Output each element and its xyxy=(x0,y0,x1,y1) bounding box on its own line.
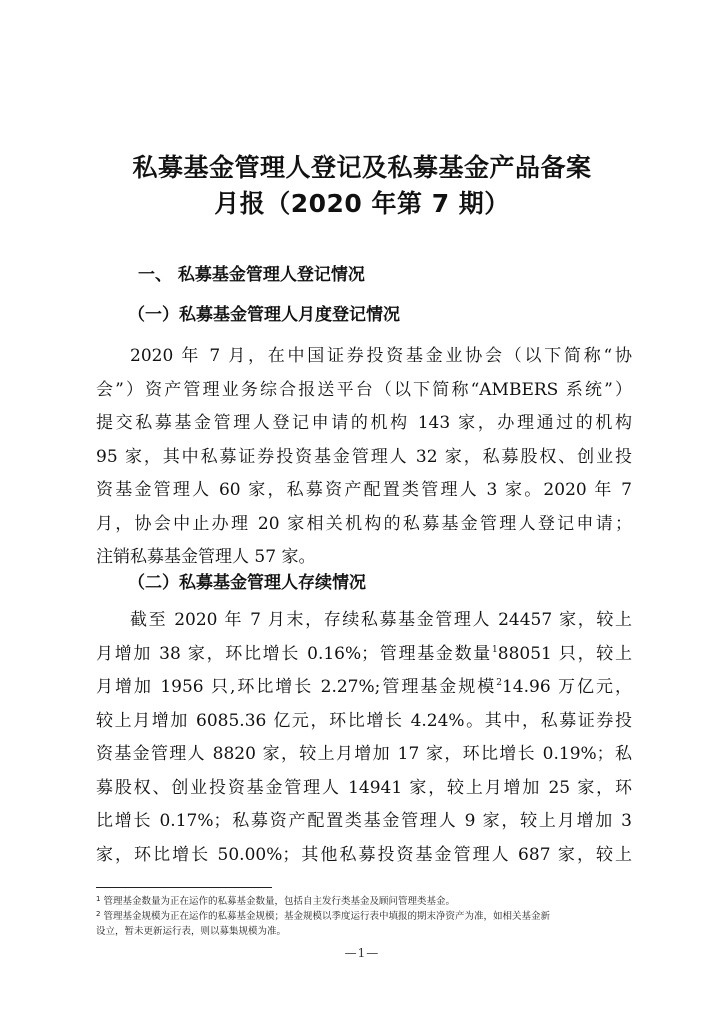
section-heading: 一、 私募基金管理人登记情况 xyxy=(138,265,365,285)
paragraph-line: 会”）资产管理业务综合报送平台（以下简称“AMBERS 系统”） xyxy=(96,379,632,400)
paragraph-existing-managers xyxy=(96,604,632,872)
line-text: 月增加 38 家，环比增长 0.16%；管理基金数量 xyxy=(96,643,493,664)
footnote-divider xyxy=(96,887,272,888)
paragraph-line: 资基金管理人 8820 家，较上月增加 17 家，环比增长 0.19%；私 xyxy=(96,744,632,764)
paragraph-line: 提交私募基金管理人登记申请的机构 143 家，办理通过的机构 xyxy=(96,413,632,433)
footnote-1 xyxy=(96,894,636,910)
document-title-line-2: 月报（2020 年第 7 期） xyxy=(214,189,510,218)
footnote-text: 管理基金规模为正在运作的私募基金规模；基金规模以季度运行表中填报的期末净资产为准，如相关基金新 xyxy=(103,911,550,922)
paragraph-line: 募股权、创业投资基金管理人 14941 家，较上月增加 25 家，环 xyxy=(96,777,632,798)
footnote-2-continued xyxy=(96,924,636,939)
footnote-2 xyxy=(96,909,636,925)
paragraph-monthly-registration xyxy=(96,340,632,575)
line-text: 月增加 1956 只,环比增长 2.27%;管理基金规模 xyxy=(96,677,497,697)
paragraph-line: 2020 年 7 月，在中国证券投资基金业协会（以下简称“协 xyxy=(130,346,632,366)
paragraph-line: 截至 2020 年 7 月末，存续私募基金管理人 24457 家，较上 xyxy=(130,610,632,630)
subsection-heading-existing-managers: （二）私募基金管理人存续情况 xyxy=(128,573,366,593)
paragraph-line: 比增长 0.17%；私募资产配置类基金管理人 9 家，较上月增加 3 xyxy=(96,811,632,831)
footnote-text: 设立，暂未更新运行表，则以募集规模为准。 xyxy=(96,926,287,937)
footnote-ref-2: 2 xyxy=(496,678,502,688)
paragraph-line xyxy=(96,638,632,672)
line-text: 88051 只，较上 xyxy=(497,643,633,664)
footnote-ref-1: 1 xyxy=(492,644,498,655)
line-text: 14.96 万亿元， xyxy=(501,677,632,697)
paragraph-line: 家，环比增长 50.00%；其他私募投资基金管理人 687 家，较上 xyxy=(96,844,632,865)
subsection-heading-monthly-registration: （一）私募基金管理人月度登记情况 xyxy=(128,305,400,325)
footnote-mark: 1 xyxy=(96,895,101,903)
paragraph-line: 注销私募基金管理人 57 家。 xyxy=(96,547,316,567)
paragraph-line: 较上月增加 6085.36 亿元，环比增长 4.24%。其中，私募证券投 xyxy=(96,710,632,731)
document-title-line-1: 私募基金管理人登记及私募基金产品备案 xyxy=(132,153,592,182)
paragraph-line: 95 家，其中私募证券投资基金管理人 32 家，私募股权、创业投 xyxy=(96,446,632,467)
paragraph-line: 资基金管理人 60 家，私募资产配置类管理人 3 家。2020 年 7 xyxy=(96,480,632,500)
paragraph-line xyxy=(96,671,632,705)
footnote-mark: 2 xyxy=(96,910,101,918)
footnote-text: 管理基金数量为正在运作的私募基金数量，包括自主发行类基金及顾问管理类基金。 xyxy=(103,896,455,907)
page-number: —1— xyxy=(344,946,380,960)
paragraph-line: 月，协会中止办理 20 家相关机构的私募基金管理人登记申请； xyxy=(96,513,632,534)
